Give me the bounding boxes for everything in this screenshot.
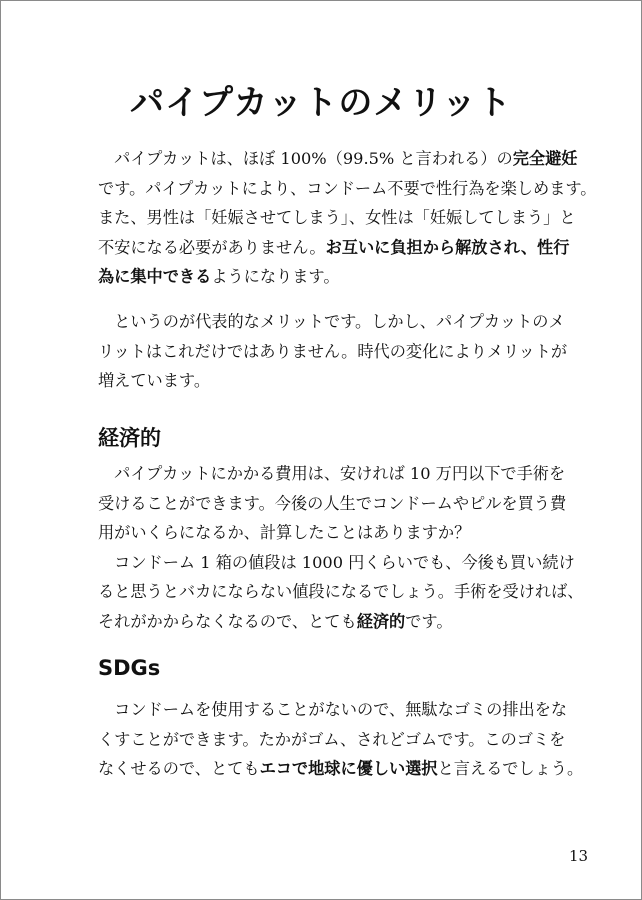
text-line <box>98 754 584 784</box>
text-line: 受けることができます。今後の人生でコンドームやピルを買う費 <box>98 493 567 513</box>
text-line: です。パイプカットにより、コンドーム不要で性行為を楽しめます。 <box>98 178 597 198</box>
text-line: 用がいくらになるか、計算したことはありますか？ <box>98 523 471 543</box>
economic-paragraph <box>98 459 584 637</box>
text-line: リットはこれだけではありません。時代の変化によりメリットが <box>98 341 568 361</box>
intro-paragraph-2 <box>98 307 568 396</box>
text-span: パイプカットは、ほぼ 100%（99.5% と言われる）の <box>98 149 513 168</box>
bold-text: 為に集中できる <box>98 267 212 287</box>
section-heading-economic: 経済的 <box>98 426 161 450</box>
text-span: それがかからなくなるので、とても <box>98 611 357 631</box>
text-span: 不安になる必要がありません。 <box>98 237 326 257</box>
text-span: と言えるでしょう。 <box>437 759 584 779</box>
text-span: なくせるので、とても <box>98 759 260 779</box>
text-line <box>98 607 568 637</box>
text-line: コンドーム 1 箱の値段は 1000 円くらいでも、今後も買い続け <box>98 552 575 572</box>
text-span: ようになります。 <box>211 267 340 287</box>
text-line <box>98 262 568 292</box>
text-line <box>98 233 568 263</box>
text-line <box>98 144 578 174</box>
sdgs-paragraph <box>98 695 584 784</box>
text-line: というのが代表的なメリットです。しかし、パイプカットのメ <box>98 312 565 331</box>
text-line: パイプカットにかかる費用は、安ければ 10 万円以下で手術を <box>98 464 566 483</box>
text-line: また、男性は「妊娠させてしまう」、女性は「妊娠してしまう」と <box>98 208 576 228</box>
bold-text: エコで地球に優しい選択 <box>259 759 438 779</box>
bold-text: お互いに負担から解放され、性行 <box>325 237 570 257</box>
page-title: パイプカットのメリット <box>130 83 512 123</box>
bold-text: 経済的 <box>356 611 406 631</box>
text-line: ると思うとバカにならない値段になるでしょう。手術を受ければ、 <box>98 582 584 602</box>
section-heading-sdgs: SDGs <box>98 656 161 680</box>
text-line: コンドームを使用することがないので、無駄なゴミの排出をな <box>98 700 568 719</box>
text-line: 増えています。 <box>98 371 211 391</box>
page-number: 13 <box>569 847 589 865</box>
bold-text: 完全避妊 <box>512 149 578 168</box>
intro-paragraph-1 <box>98 144 597 292</box>
text-span: です。 <box>405 611 453 631</box>
text-line: くすことができます。たかがゴム、されどゴムです。このゴミを <box>98 729 566 749</box>
